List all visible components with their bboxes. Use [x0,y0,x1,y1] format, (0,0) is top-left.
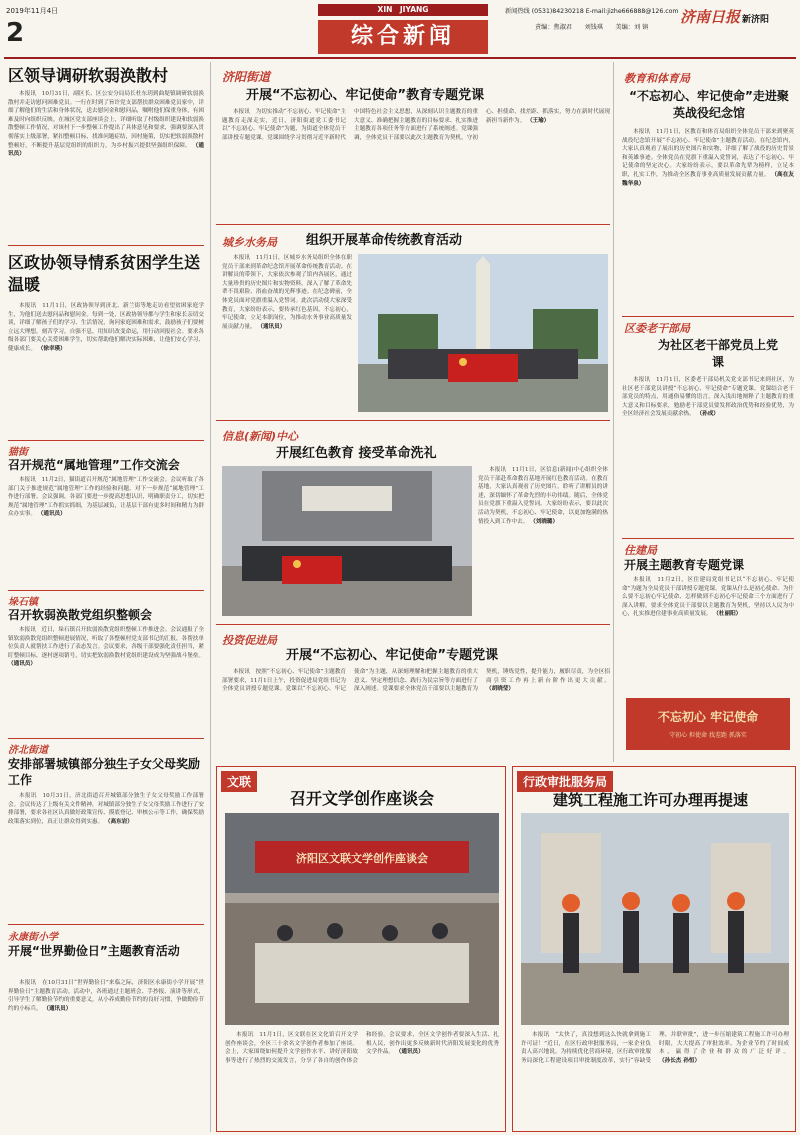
xinxi-body [478,466,608,618]
chengxiang-text: 本报讯 11月1日，区城乡水务局组织全体在职党员干部来到革命纪念馆开展革命传统教育活动。在讲解员的带领下，大家依次参观了馆内各展区，通过大量珍贵的历史图片和实物资料，深入了解了革命先辈不畏艰险、浴血奋战的光辉事迹。在纪念碑前，全体党员面对党旗重温入党誓词。此次活动使大家深受教育，大家纷纷表示，要传承红色基因，不忘初心，牢记使命，立足本职岗位，为推动水务事业高质量发展贡献力量。 [222,255,352,330]
touzi-source: （胡晓莹） [486,686,514,693]
jiyang-text: 本报讯 为切实推动“不忘初心、牢记使命”主题教育走深走实，近日，济阳街道党工委书记以“不忘初心、牢记使命”为题，为街道全体党员干部讲授专题党课。党课围绕学习贯彻习近平新时代中国特色社会主义思想，从深刻认识主题教育的重大意义、准确把握主题教育的目标要求、扎实推进主题教育各项任务等方面进行了系统阐述。党课强调，全体党员干部要以此次主题教育为契机，守初心、担使命，找差距、抓落实，努力在新时代展现新担当新作为。 [222,109,610,141]
pinyin-bar: XIN JIYANG [318,4,488,16]
col1-source-5: （高东岩） [104,818,133,825]
col1-source-1: （通讯员） [8,142,204,158]
col1-cat-3: 猫街 [8,447,28,458]
col1-body-1 [8,90,204,242]
slogan-sub: 守初心 担使命 找差距 抓落实 [669,732,747,739]
col1-cat-5: 济北街道 [8,745,48,756]
laoganbu-title: 为社区老干部党员上党课 [658,338,779,369]
col1-text-6: 本报讯 在10月31日“世界勤俭日”来临之际，济阳区永康街小学开展“世界勤俭日”主题教育活动。活动中，各班通过主题班会、手抄报、演讲等形式，引导学生了解勤俭节约的重要意义，从小养成勤俭节约的良好习惯，争做勤俭节约的小标兵。 [8,980,204,1012]
col1-text-4: 本报讯 近日，垛石镇召开软弱涣散党组织整顿工作推进会。会议通报了全镇软弱涣散党组织整顿进展情况，听取了各整顿村党支部书记的汇报，各帮扶单位负责人就帮扶工作进行了表态发言。会议要求，各级干部要强化责任担当，紧盯整顿目标，逐村逐项销号，切实把软弱涣散村党组织建设成为坚强战斗堡垒。 [8,627,204,659]
divider [216,624,610,625]
wenlian-tag: 文联 [221,771,257,792]
chengxiang-article [216,226,610,416]
chengxiang-cat: 城乡水务局 [222,236,277,249]
masthead-logo: 济南日报 [680,8,741,26]
xinxi-article [216,422,610,622]
col1-title-5: 安排部署城镇部分独生子女父母奖励工作 [8,757,201,787]
divider [216,420,610,421]
col1-title-1: 区领导调研软弱涣散村 [8,66,169,85]
wenlian-text: 本报讯 11月1日，区文联在区文化馆召开文学创作座谈会，全区三十余名文学创作者参加了座谈。会上，大家围绕如何提升文学创作水平、讲好济阳故事等进行了热烈的交流发言，分享了各自的创作体会和经验。会议要求，全区文学创作者要深入生活、扎根人民，创作出更多反映新时代济阳发展变化的优秀文学作品。 [225,1032,499,1064]
xingzheng-title: 建筑工程施工许可办理再提速 [553,791,749,809]
divider [8,245,204,246]
divider [622,538,794,539]
col1-text-5: 本报讯 10月31日，济北街道召开城镇部分独生子女父母奖励工作部署会。会议传达了上级有关文件精神，对城镇部分独生子女父母奖励工作进行了安排部署，要求各社区认真做好政策宣传、摸底登记、审核公示等工作，确保奖励政策落实到位，真正让群众得到实惠。 [8,793,204,825]
wenlian-box [216,766,506,1132]
hotline: 新闻热线 (0531)84230218 E-mail:jizhe666888@126.com [505,8,679,15]
col1-title-6: 开展“世界勤俭日”主题教育活动 [8,944,180,958]
col1-title-4: 召开软弱涣散党组织整顿会 [8,608,153,622]
masthead-sub: 新济阳 [742,15,770,25]
xinxi-cat: 信息(新闻)中心 [222,430,299,443]
xingzheng-source: （孙长杰 孙恒） [659,1057,701,1064]
wenlian-photo-banner: 济阳区文联文学创作座谈会 [296,852,428,865]
divider [622,316,794,317]
jiaoyu-text: 本报讯 11月1日，区教育和体育局组织全体党员干部来到聚英战役纪念馆开展“不忘初心、牢记使命”主题教育活动。在纪念馆内，大家认真观看了展出的历史图片和实物，详细了解了战役的历史背景和英雄事迹。全体党员在党旗下重温入党誓词，表达了不忘初心、牢记使命的坚定决心。大家纷纷表示，要以革命先辈为榜样，立足本职，扎实工作，为推动全区教育事业高质量发展贡献力量。 [622,129,794,178]
zhujian-text: 本报讯 11月2日，区住建局党组书记以“不忘初心、牢记使命”为题为全局党员干部讲授专题党课。党课从什么是初心使命、为什么要不忘初心牢记使命、怎样做到不忘初心牢记使命三个方面进行了深入讲解，要求全体党员干部要以主题教育为契机，坚持以人民为中心，扎实推进住建事业高质量发展。 [622,577,794,618]
column-rule [613,62,614,762]
divider [8,590,204,591]
jiaoyu-cat: 教育和体育局 [624,72,690,85]
chengxiang-body [222,254,352,414]
col1-text-1: 本报讯 10月31日，副区长、区公安分局局长杜东玥到曲堤镇调研软弱涣散村并走访慰问困难党员。一行在时到了旨许党支部帮扶群众困难党员家中，详细了解他们的生活和身体状况，送去慰问金和慰问品，嘱咐他们保重身体，有困难及时向组织反映。在城区党支部座谈会上，详细听取了村级组织建设和软弱涣散整顿工作情况，对该村下一步整顿工作提出了具体意见和要求，强调要深入贯彻落实上级部署，紧扣整顿目标，找准问题症结，因村施策，切实把软弱涣散村整顿好，不断提升基层党组织的组织力，为乡村振兴提供坚强组织保障。 [8,91,204,149]
divider [8,924,204,925]
col1-source-4: （通讯员） [8,661,36,668]
col1-cat-6: 永康街小学 [8,932,58,943]
zhujian-source: （杜丽阳） [713,611,742,618]
wenlian-body [225,1031,499,1129]
masthead [680,6,769,27]
col1-cat-4: 垛石镇 [8,597,38,608]
touzi-title: 开展“不忘初心、牢记使命”专题党课 [286,648,499,663]
jiaoyu-title: “不忘初心、牢记使命”走进聚英战役纪念馆 [629,89,789,120]
col1-body-6 [8,979,204,1129]
chengxiang-title: 组织开展革命传统教育活动 [306,233,463,248]
jiyang-source: （王瑜） [526,117,550,124]
editors: 責编：焦淑君 刘钱琪 美编：刘 镇 [535,24,649,31]
touzi-cat: 投资促进局 [222,634,277,647]
col1-body-5 [8,792,204,922]
left-column [4,62,204,1132]
page-header [0,0,800,60]
slogan-main: 不忘初心 牢记使命 [657,710,759,724]
zhujian-cat: 住建局 [624,544,657,557]
jiyang-body [222,108,610,220]
xinxi-source: （刘晓璐） [530,518,559,525]
section-title: 综合新闻 [318,20,488,54]
divider [8,440,204,441]
page-number: 2 [6,18,25,48]
zhujian-title: 开展主题教育专题党课 [624,558,745,572]
slogan-banner [626,698,790,750]
xinxi-photo [222,466,472,616]
issue-date: 2019年11月4日 [6,7,59,15]
jiaoyu-source: （高在友 魏华泉） [622,171,794,187]
touzi-body [222,668,610,760]
col1-body-2 [8,302,204,437]
divider [8,738,204,739]
col1-body-3 [8,476,204,588]
col1-text-2: 本报讯 11月1日，区政协领导到济北、新兰街等地走访看望贫困家庭学生，为他们送去慰问品和慰问金。每到一处，区政协领导都与学生和家长亲切交谈，详细了解孩子们的学习、生活情况，询问家庭困难和需求，鼓励孩子们要树立远大理想，刻苦学习，自强不息，用知识改变命运，用行动回报社会。要求各级各部门要关心关爱困难学生，切实帮助他们解决实际困难，让他们安心学习、健康成长。 [8,303,204,352]
laoganbu-cat: 区委老干部局 [624,322,690,335]
xingzheng-text: 本报讯 “太快了，真没想到这么快就拿到施工许可证！”近日，在区行政审批服务局，一家企业负责人高兴地说。为持续优化营商环境，区行政审批服务局深化工程建设项目审批制度改革，实行“容缺受理、并联审批”，进一步压缩建筑工程施工许可办理时限，大大提高了审批效率，为企业节约了时间成本，赢得了企业和群众的广泛好评。 [521,1032,789,1064]
col1-title-2: 区政协领导情系贫困学生送温暖 [8,253,201,294]
xinxi-text: 本报讯 11月1日，区信息(新闻)中心组织全体党员干部赴革命教育基地开展红色教育活动。在教育基地，大家认真观看了历史图片，聆听了讲解员的讲述，深切缅怀了革命先烈的丰功伟绩。随后，全体党员在党旗下重温入党誓词。大家纷纷表示，要以此次活动为契机，不忘初心、牢记使命，以更加饱满的热情投入到工作中去。 [478,467,608,525]
jiyang-title: 开展“不忘初心、牢记使命”教育专题党课 [246,88,485,103]
header-rule [4,57,796,59]
laoganbu-text: 本报讯 11月1日，区委老干部局机关党支部书记来到社区，为社区老干部党员讲授“不忘初心、牢记使命”专题党课。党课结合老干部党员的特点，用通俗易懂的语言，深入浅出地阐释了主题教育的重大意义和目标要求，勉励老干部党员要发挥政治优势和经验优势，为全区经济社会发展贡献余热。 [622,377,794,418]
wenlian-source: （通讯员） [395,1049,424,1056]
touzi-article [216,626,610,762]
xingzheng-body [521,1031,789,1129]
xingzheng-tag: 行政审批服务局 [517,771,613,792]
xinxi-title: 开展红色教育 接受革命洗礼 [276,446,437,461]
right-column [618,62,796,762]
wenlian-title: 召开文学创作座谈会 [289,789,434,808]
jiyang-cat: 济阳街道 [222,70,271,84]
xingzheng-photo [521,813,789,1025]
col1-text-3: 本报讯 11月2日，猫街道召开规范“属地管理”工作交流会。会议听取了各部门关于推进规范“属地管理”工作的经验和问题，对下一步规范“属地管理”工作进行部署。会议强调，各部门要进一步提高思想认识，明确职责分工，切实把规范“属地管理”工作抓实抓细，为基层减负，让基层干部有更多时间和精力为群众办实事。 [8,477,204,518]
col1-source-6: （通讯员） [43,1005,72,1012]
col1-title-3: 召开规范“属地管理”工作交流会 [8,458,180,472]
chengxiang-photo [358,254,608,412]
chengxiang-source: （通讯员） [257,323,286,330]
jiyang-article [216,62,610,222]
touzi-text: 本报讯 按照“不忘初心、牢记使命”主题教育部署要求，11月1日上午，投资促进局党组书记为全体党员讲授专题党课。党课以“不忘初心、牢记使命”为主题，从深刻理解和把握主题教育的重大意义、坚定理想信念、践行为民宗旨等方面进行了深入阐述。党课要求全体党员干部要以主题教育为契机，锤炼党性，提升能力，履职尽责，为全区招商引资工作再上新台阶作出更大贡献。 [222,669,610,693]
zhujian-body [622,576,794,694]
divider [216,224,610,225]
column-rule [210,62,211,1132]
laoganbu-body [622,376,794,536]
col1-body-4 [8,626,204,736]
xingzheng-box [512,766,796,1132]
col1-source-3: （通讯员） [37,511,66,518]
laoganbu-source: （孙成） [696,411,719,418]
col1-source-2: （徐幸瑛） [37,345,66,352]
jiaoyu-body [622,128,794,314]
